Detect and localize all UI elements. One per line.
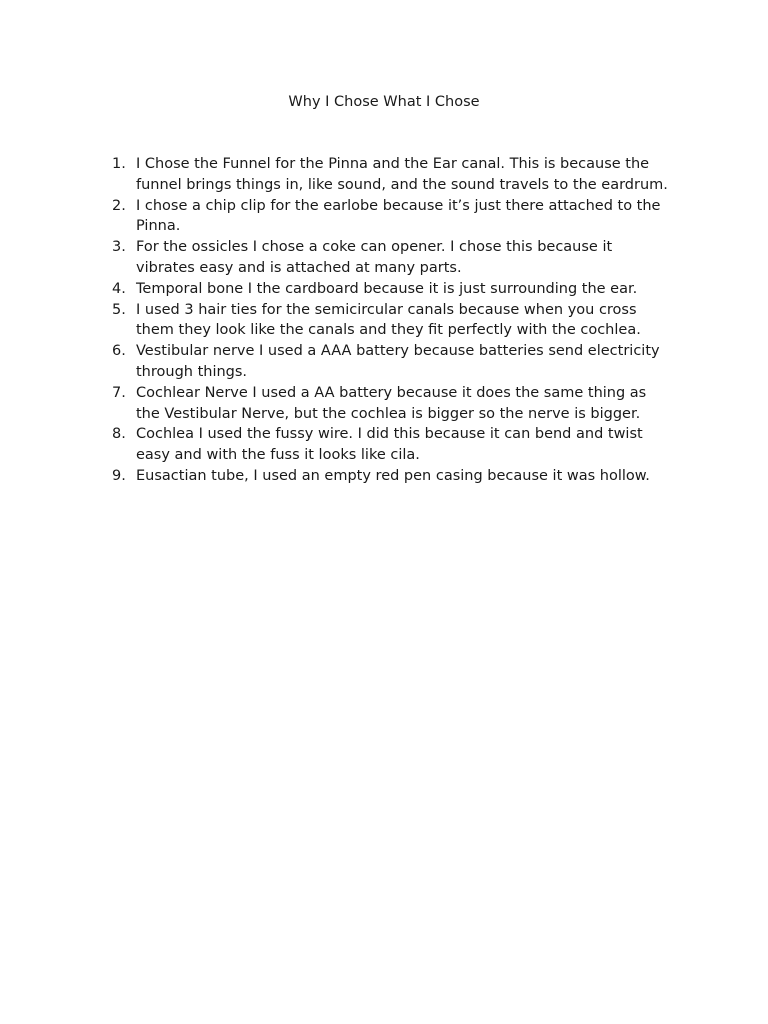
- list-item: [112, 154, 674, 196]
- list-item-number: 6.: [112, 343, 126, 360]
- list-item: [112, 300, 674, 342]
- list-item-text: I Chose the Funnel for the Pinna and the Ear canal. This is because the funnel brings things in, like sound, and the sound travels to the eardrum.: [136, 156, 668, 193]
- numbered-list: [112, 154, 674, 487]
- list-item-number: 2.: [112, 197, 126, 214]
- list-item-number: 1.: [112, 156, 126, 172]
- list-item-text: For the ossicles I chose a coke can opener. I chose this because it vibrates easy and is attached at many parts.: [136, 239, 613, 276]
- list-item-number: 7.: [112, 384, 126, 401]
- list-item: [112, 196, 674, 238]
- list-item-text: Temporal bone I the cardboard because it is just surrounding the ear.: [136, 280, 638, 297]
- list-item-text: Cochlea I used the fussy wire. I did this because it can bend and twist easy and with the fuss it looks like cila.: [136, 426, 643, 464]
- list-item: [112, 237, 674, 279]
- list-item-text: I used 3 hair ties for the semicircular canals because when you cross them they look like the canals and they fit perfectly with the cochlea.: [136, 301, 641, 339]
- list-item: [112, 466, 674, 487]
- list-item-text: I chose a chip clip for the earlobe because it’s just there attached to the Pinna.: [136, 197, 661, 235]
- list-item-number: 9.: [112, 467, 126, 484]
- list-item-text: Vestibular nerve I used a AAA battery because batteries send electricity through things.: [136, 343, 660, 380]
- list-item-number: 5.: [112, 301, 126, 318]
- list-item: [112, 424, 674, 466]
- list-item: [112, 341, 674, 383]
- document-title: Why I Chose What I Chose: [288, 94, 480, 110]
- list-item-text: Eusactian tube, I used an empty red pen casing because it was hollow.: [136, 467, 650, 484]
- list-item: [112, 383, 674, 425]
- list-item-number: 3.: [112, 239, 126, 256]
- list-item-text: Cochlear Nerve I used a AA battery because it does the same thing as the Vestibular Nerve, but the cochlea is bigger so the nerve is bigger.: [136, 384, 647, 422]
- list-item: [112, 279, 674, 300]
- list-item-number: 4.: [112, 280, 126, 297]
- list-item-number: 8.: [112, 426, 126, 443]
